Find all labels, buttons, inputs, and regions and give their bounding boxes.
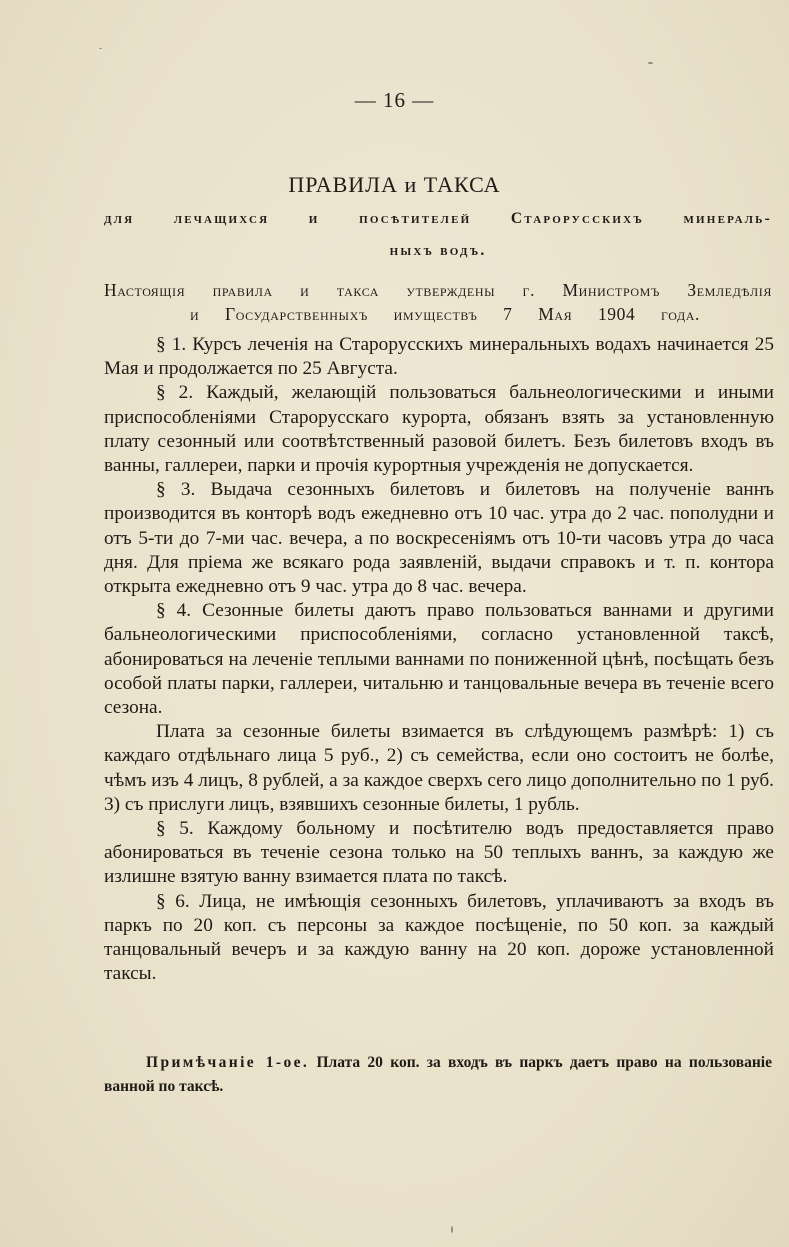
paragraph-section-1: § 1. Курсъ леченія на Старорусскихъ минеральныхъ водахъ начинается 25 Мая и продолжается по 25 Августа. <box>104 334 774 380</box>
footnote-text: Плата 20 коп. за входъ въ паркъ даетъ право на пользованіе ванной по таксѣ. <box>104 1054 772 1095</box>
approval-statement-line-1: Настоящія правила и такса утверждены г. Министромъ Земледѣлія <box>104 280 772 300</box>
paper-speck <box>648 62 653 64</box>
footnote <box>104 1051 772 1099</box>
page-number: — 16 — <box>354 88 435 112</box>
paragraph-season-ticket-fees: Плата за сезонные билеты взимается въ слѣдующемъ размѣрѣ: 1) съ каждаго отдѣльнаго лица 5 руб., 2) съ семейства, если оно состоитъ не болѣе, чѣмъ изъ 4 лицъ, 8 рублей, а за каждое сверхъ сего лицо дополнительно по 1 руб. 3) съ прислуги лицъ, взявшихъ сезонные билеты, 1 рубль. <box>104 721 774 815</box>
paragraph-section-4: § 4. Сезонные билеты даютъ право пользоваться ваннами и другими бальнеологическими приспособленіями, согласно установленной таксѣ, абонироваться на леченіе теплыми ваннами по пониженной цѣнѣ, посѣщать безъ особой платы парки, галлереи, читальню и танцовальные вечера въ теченіе всего сезона. <box>104 600 774 719</box>
document-subtitle-line-1: для лечащихся и посѣтителей Старорусскихъ минераль- <box>104 210 772 227</box>
paragraph-section-5: § 5. Каждому больному и посѣтителю водъ предоставляется право абонироваться въ теченіе сезона только на 50 теплыхъ ваннъ, за каждую же излишне взятую ванну взимается плата по таксѣ. <box>104 818 774 888</box>
paragraph-section-6: § 6. Лица, не имѣющія сезонныхъ билетовъ, уплачиваютъ за входъ въ паркъ по 20 коп. съ персоны за каждое посѣщеніе, по 50 коп. за каждый танцовальный вечеръ и за каждую ванну на 20 коп. дороже установленной таксы. <box>104 890 774 985</box>
approval-statement-line-2: и Государственныхъ имуществъ 7 Мая 1904 года. <box>190 304 700 324</box>
document-title: ПРАВИЛА и ТАКСА <box>288 172 501 197</box>
paragraph-section-3: § 3. Выдача сезонныхъ билетовъ и билетовъ на полученіе ваннъ производится въ конторѣ водъ ежедневно отъ 10 час. утра до 2 час. пополудни и отъ 5-ти до 7-ми час. вечера, а по воскресеніямъ отъ 10-ти часовъ утра до часа дня. Для пріема же всякаго рода заявленій, выдачи справокъ и т. п. контора открыта ежедневно отъ 9 час. утра до 8 час. вечера. <box>104 479 774 598</box>
paragraph-section-2: § 2. Каждый, желающій пользоваться бальнеологическими и иными приспособленіями Старорусскаго курорта, обязанъ взять за установленную плату сезонный или соотвѣтственный разовой билетъ. Безъ билетовъ входъ въ ванны, галлереи, парки и прочія курортныя учрежденія не допускается. <box>104 382 774 477</box>
document-subtitle-line-2: ныхъ водъ. <box>389 242 487 259</box>
footnote-label: Примѣчаніе 1-ое. <box>146 1054 310 1071</box>
rules-body <box>104 333 774 986</box>
paper-speck <box>99 48 102 49</box>
paper-speck <box>451 1226 453 1233</box>
